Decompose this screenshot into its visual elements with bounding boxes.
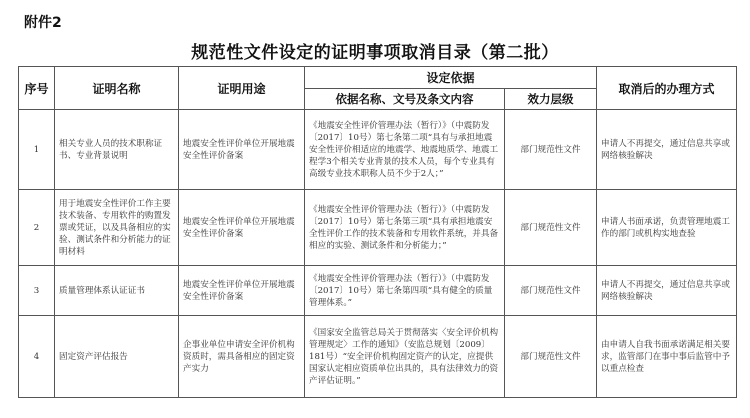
- row-level: 部门规范性文件: [505, 110, 597, 190]
- row-basis: 《地震安全性评价管理办法（暂行）》（中震防发〔2017〕10号）第七条第四项“具有健全的质量管理体系。”: [305, 266, 505, 316]
- row-purpose: 企事业单位申请安全评价机构资质时，需具备相应的固定资产实力: [179, 316, 305, 398]
- row-certificate-name: 固定资产评估报告: [55, 316, 179, 398]
- row-handling: 由申请人自我书面承诺满足相关要求，监管部门在事中事后监管中予以重点检查: [597, 316, 737, 398]
- row-basis: 《地震安全性评价管理办法（暂行）》（中震防发〔2017〕10号）第七条第三项“具有承担地震安全性评价工作的技术装备和专用软件系统，并具备相应的实验、测试条件和分析能力；”: [305, 190, 505, 266]
- header-name: 证明名称: [55, 67, 179, 110]
- row-basis: 《地震安全性评价管理办法（暂行）》（中震防发〔2017〕10号）第七条第二项“具有与承担地震安全性评价相适应的地震学、地震地质学、地震工程学3个相关专业背景的技术人员，每个专业具有高级专业技术职称人员不少于2人；”: [305, 110, 505, 190]
- table-row: [19, 190, 737, 266]
- header-index: 序号: [19, 67, 55, 110]
- attachment-label: 附件2: [24, 15, 62, 31]
- row-certificate-name: 质量管理体系认证证书: [55, 266, 179, 316]
- header-handling: 取消后的办理方式: [597, 67, 737, 110]
- header-purpose: 证明用途: [179, 67, 305, 110]
- row-basis: 《国家安全监管总局关于贯彻落实〈安全评价机构管理规定〉工作的通知》（安监总规划〔2009〕181号）“安全评价机构固定资产的认定，应提供国家认定相应资质单位出具的，具有法律效力的资产评估证明。”: [305, 316, 505, 398]
- table-row: [19, 266, 737, 316]
- row-index: 3: [19, 266, 55, 316]
- row-certificate-name: 用于地震安全性评价工作主要技术装备、专用软件的购置发票或凭证，以及具备相应的实验、测试条件和分析能力的证明材料: [55, 190, 179, 266]
- certificate-cancellation-table: [18, 66, 737, 398]
- row-level: 部门规范性文件: [505, 266, 597, 316]
- row-certificate-name: 相关专业人员的技术职称证书、专业背景说明: [55, 110, 179, 190]
- document-title: 规范性文件设定的证明事项取消目录（第二批）: [191, 43, 559, 63]
- row-index: 1: [19, 110, 55, 190]
- table-row: [19, 316, 737, 398]
- header-basis-group: 设定依据: [305, 67, 597, 89]
- row-index: 2: [19, 190, 55, 266]
- row-index: 4: [19, 316, 55, 398]
- header-basis-content: 依据名称、文号及条文内容: [305, 89, 505, 110]
- row-handling: 申请人不再提交，通过信息共享或网络核验解决: [597, 110, 737, 190]
- row-purpose: 地震安全性评价单位开展地震安全性评价备案: [179, 266, 305, 316]
- row-handling: 申请人不再提交，通过信息共享或网络核验解决: [597, 266, 737, 316]
- row-purpose: 地震安全性评价单位开展地震安全性评价备案: [179, 110, 305, 190]
- table-row: [19, 110, 737, 190]
- row-level: 部门规范性文件: [505, 316, 597, 398]
- header-level: 效力层级: [505, 89, 597, 110]
- row-purpose: 地震安全性评价单位开展地震安全性评价备案: [179, 190, 305, 266]
- row-handling: 申请人书面承诺，负责管理地震工作的部门或机构实地查验: [597, 190, 737, 266]
- row-level: 部门规范性文件: [505, 190, 597, 266]
